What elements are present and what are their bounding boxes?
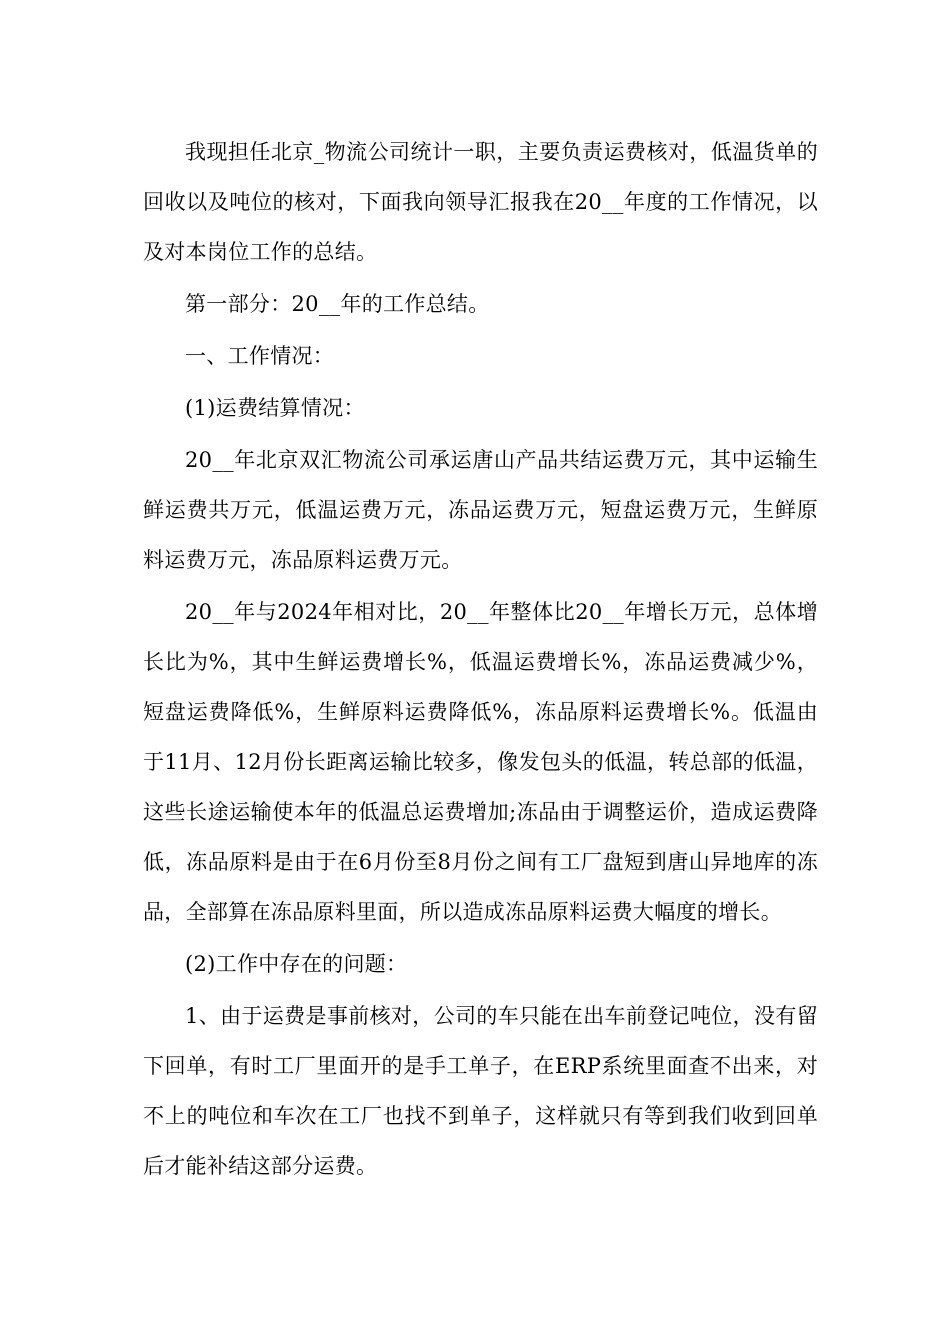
document-body bbox=[143, 127, 818, 1193]
problem-item-1: 1、由于运费是事前核对，公司的车只能在出车前登记吨位，没有留下回单，有时工厂里面开的是手工单子，在ERP系统里面查不出来，对不上的吨位和车次在工厂也找不到单子，这样就只有等到我们收到回单后才能补结这部分运费。 bbox=[143, 1004, 818, 1178]
subsection-heading-freight-settlement: (1)运费结算情况： bbox=[185, 396, 365, 420]
section-heading-work-status: 一、工作情况： bbox=[185, 344, 335, 368]
part-one-heading: 第一部分：20__年的工作总结。 bbox=[185, 292, 490, 316]
intro-paragraph: 我现担任北京_物流公司统计一职，主要负责运费核对，低温货单的回收以及吨位的核对，下面我向领导汇报我在20__年度的工作情况，以及对本岗位工作的总结。 bbox=[143, 140, 818, 264]
year-comparison-paragraph: 20__年与2024年相对比，20__年整体比20__年增长万元，总体增长比为%，其中生鲜运费增长%，低温运费增长%，冻品运费减少%，短盘运费降低%，生鲜原料运费降低%，冻品原料运费增长%。低温由于11月、12月份长距离运输比较多，像发包头的低温，转总部的低温，这些长途运输使本年的低温总运费增加;冻品由于调整运价，造成运费降低，冻品原料是由于在6月份至8月份之间有工厂盘短到唐山异地库的冻品，全部算在冻品原料里面，所以造成冻品原料运费大幅度的增长。 bbox=[143, 600, 818, 924]
subsection-heading-problems: (2)工作中存在的问题： bbox=[185, 952, 408, 976]
freight-settlement-paragraph: 20__年北京双汇物流公司承运唐山产品共结运费万元，其中运输生鲜运费共万元，低温运费万元，冻品运费万元，短盘运费万元，生鲜原料运费万元，冻品原料运费万元。 bbox=[143, 448, 818, 572]
